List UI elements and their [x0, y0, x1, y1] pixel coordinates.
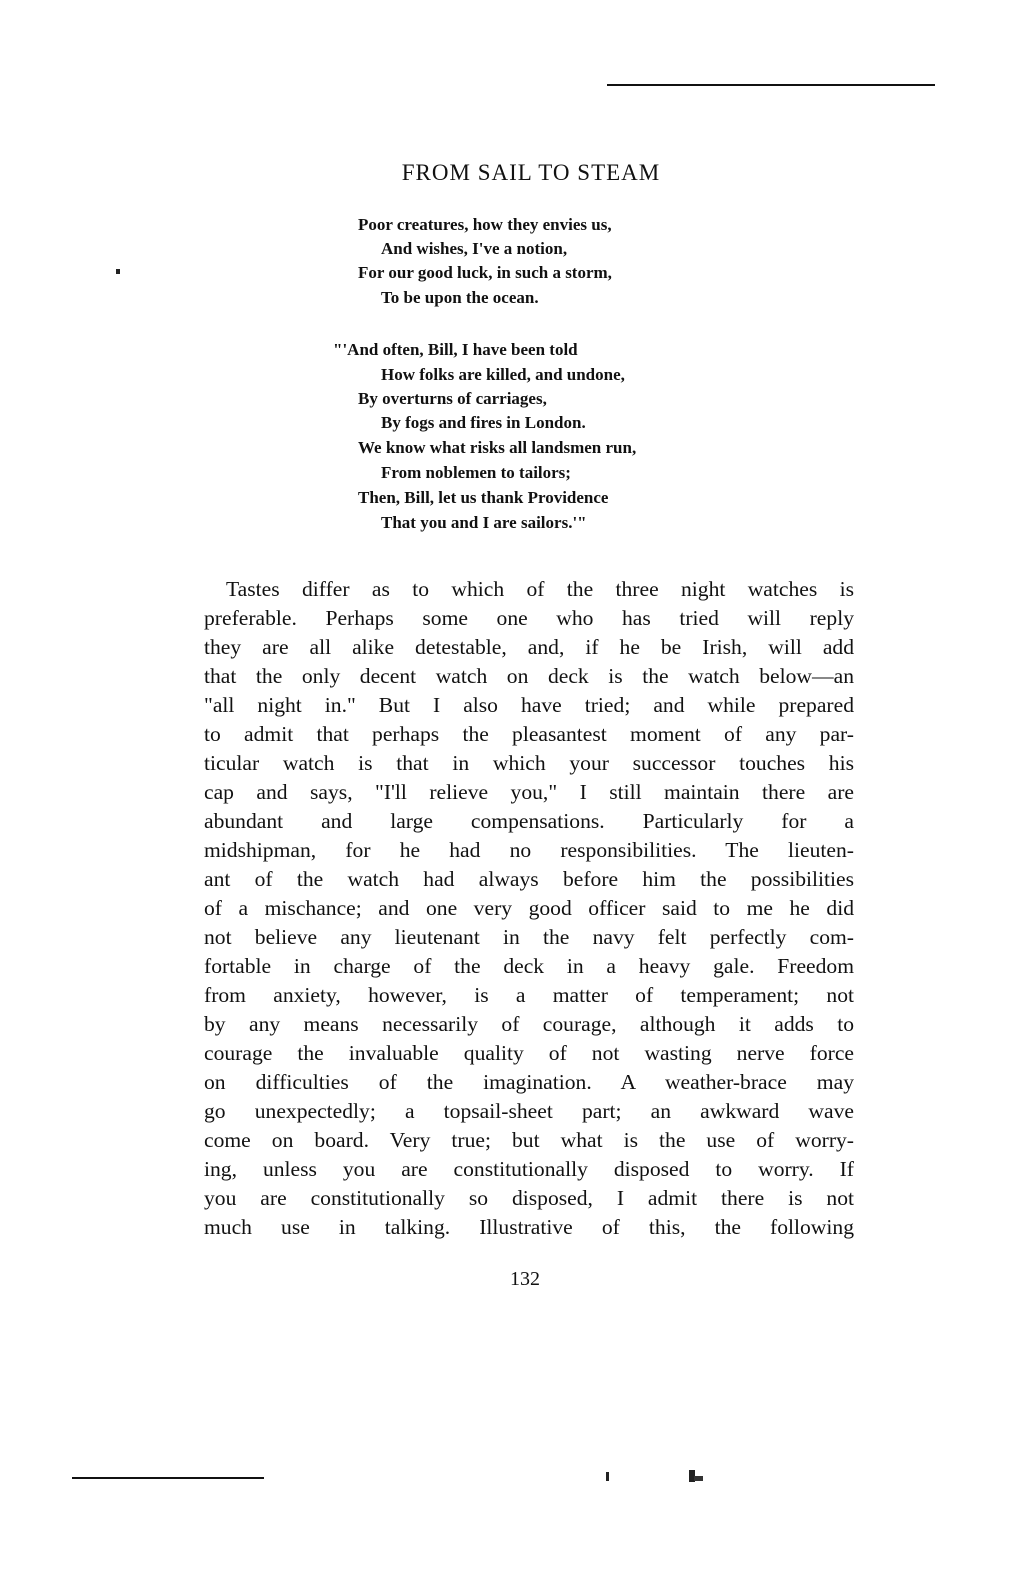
poem-line: By overturns of carriages,: [358, 389, 547, 408]
paragraph-line: ing, unless you are constitutionally disposed to worry. If: [204, 1157, 854, 1181]
paragraph-line: from anxiety, however, is a matter of temperament; not: [204, 983, 854, 1007]
poem-line: For our good luck, in such a storm,: [358, 263, 612, 282]
running-head: FROM SAIL TO STEAM: [401, 160, 661, 185]
paragraph-line: not believe any lieutenant in the navy felt perfectly com-: [204, 925, 854, 949]
paragraph-line: come on board. Very true; but what is the use of worry-: [204, 1128, 854, 1152]
paragraph-line: that the only decent watch on deck is the watch below—an: [204, 664, 854, 688]
paragraph-line: preferable. Perhaps some one who has tried will reply: [204, 606, 854, 630]
poem-line: From noblemen to tailors;: [381, 463, 571, 482]
paragraph-line: by any means necessarily of courage, although it adds to: [204, 1012, 854, 1036]
poem-line: How folks are killed, and undone,: [381, 365, 625, 384]
paragraph-line: much use in talking. Illustrative of this, the following: [204, 1215, 854, 1239]
paragraph-line: Tastes differ as to which of the three night watches is: [226, 577, 854, 601]
paragraph-line: you are constitutionally so disposed, I admit there is not: [204, 1186, 854, 1210]
paragraph-line: courage the invaluable quality of not wasting nerve force: [204, 1041, 854, 1065]
poem-line: Then, Bill, let us thank Providence: [358, 488, 609, 507]
paragraph-line: midshipman, for he had no responsibilities. The lieuten-: [204, 838, 854, 862]
paragraph-line: fortable in charge of the deck in a heavy gale. Freedom: [204, 954, 854, 978]
paragraph-line: on difficulties of the imagination. A weather-brace may: [204, 1070, 854, 1094]
poem-line: And wishes, I've a notion,: [381, 239, 568, 258]
poem-line: "'And often, Bill, I have been told: [333, 340, 578, 359]
paragraph-line: go unexpectedly; a topsail-sheet part; an awkward wave: [204, 1099, 854, 1123]
top-rule: [607, 84, 935, 86]
paragraph-line: of a mischance; and one very good officer said to me he did: [204, 896, 854, 920]
poem-line: To be upon the ocean.: [381, 288, 539, 307]
paragraph-line: to admit that perhaps the pleasantest moment of any par-: [204, 722, 854, 746]
scan-speck: [606, 1472, 609, 1481]
paragraph-line: abundant and large compensations. Particularly for a: [204, 809, 854, 833]
poem-line: That you and I are sailors.'": [381, 513, 587, 532]
paragraph-line: "all night in." But I also have tried; and while prepared: [204, 693, 854, 717]
paragraph-line: ticular watch is that in which your successor touches his: [204, 751, 854, 775]
paragraph-line: cap and says, "I'll relieve you," I still maintain there are: [204, 780, 854, 804]
paragraph-line: ant of the watch had always before him the possibilities: [204, 867, 854, 891]
page-number: 132: [510, 1268, 540, 1290]
scan-speck: [689, 1470, 703, 1482]
poem-line: We know what risks all landsmen run,: [358, 438, 637, 457]
margin-speck: [116, 269, 120, 274]
paragraph-line: they are all alike detestable, and, if he be Irish, will add: [204, 635, 854, 659]
poem-line: Poor creatures, how they envies us,: [358, 215, 612, 234]
poem-line: By fogs and fires in London.: [381, 413, 586, 432]
bottom-rule: [72, 1477, 264, 1479]
